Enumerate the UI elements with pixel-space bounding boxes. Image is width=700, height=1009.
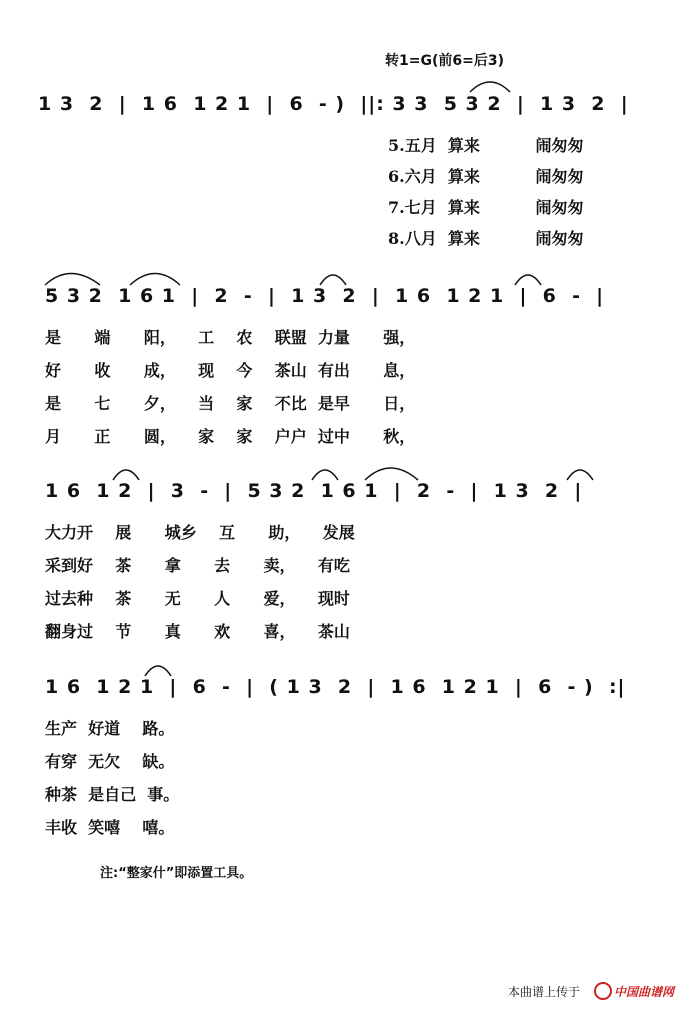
notation-line-4: 1 6 1 2 1 | 6 - | ( 1 3 2 | 1 6 1 2 1 | 6 - ) :| <box>45 676 626 698</box>
verse-line-2-1: 是 端 阳， 工 农 联盟 力量 强， <box>45 328 416 347</box>
slur-3 <box>130 274 180 286</box>
verse-line-3-3: 过去种 茶 无 人 爱， 现时 <box>45 589 350 608</box>
verse-line-4-1: 生产 好道 路。 <box>45 719 175 738</box>
verse-line-1-3: 7.七月 算来 闹匆匆 <box>388 198 584 217</box>
slur-6 <box>113 470 139 480</box>
site-logo-text[interactable]: 中国曲谱网 <box>614 985 675 999</box>
notation-line-3: 1 6 1 2 | 3 - | 5 3 2 1 6 1 | 2 - | 1 3 2 | <box>45 480 583 502</box>
footnote: 注:“整家什”即添置工具。 <box>100 866 253 881</box>
notation-line-2: 5 3 2 1 6 1 | 2 - | 1 3 2 | 1 6 1 2 1 | 6 - | <box>45 285 605 307</box>
slur-8 <box>365 468 418 480</box>
verse-line-3-1: 大力开 展 城乡 互 助， 发展 <box>45 523 355 542</box>
verse-line-1-1: 5.五月 算来 闹匆匆 <box>388 136 584 155</box>
verse-line-2-4: 月 正 圆， 家 家 户户 过中 秋， <box>45 427 416 446</box>
slur-4 <box>320 275 346 285</box>
slur-10 <box>145 666 171 676</box>
verse-line-3-2: 采到好 茶 拿 去 卖， 有吃 <box>45 556 350 575</box>
verse-line-2-2: 好 收 成， 现 今 茶山 有出 息， <box>45 361 416 380</box>
slur-7 <box>312 470 338 480</box>
verse-line-2-3: 是 七 夕， 当 家 不比 是早 日， <box>45 394 416 413</box>
slur-2 <box>45 274 100 286</box>
key-change-marking: 转1=G(前6=后3) <box>385 53 504 69</box>
verse-line-3-4: 翻身过 节 真 欢 喜， 茶山 <box>45 622 350 641</box>
verse-line-1-4: 8.八月 算来 闹匆匆 <box>388 229 584 248</box>
notation-line-1: 1 3 2 | 1 6 1 2 1 | 6 - ) ||: 3 3 5 3 2 | 1 3 2 | <box>38 93 629 115</box>
verse-line-4-2: 有穿 无欠 缺。 <box>45 752 175 771</box>
verse-line-1-2: 6.六月 算来 闹匆匆 <box>388 167 584 186</box>
slur-9 <box>567 470 593 480</box>
slur-1 <box>470 82 510 92</box>
credit-text: 本曲谱上传于 <box>508 985 581 999</box>
slur-5 <box>515 275 541 285</box>
verse-line-4-3: 种茶 是自己 事。 <box>45 785 180 804</box>
verse-line-4-4: 丰收 笑嘻 嘻。 <box>45 818 175 837</box>
